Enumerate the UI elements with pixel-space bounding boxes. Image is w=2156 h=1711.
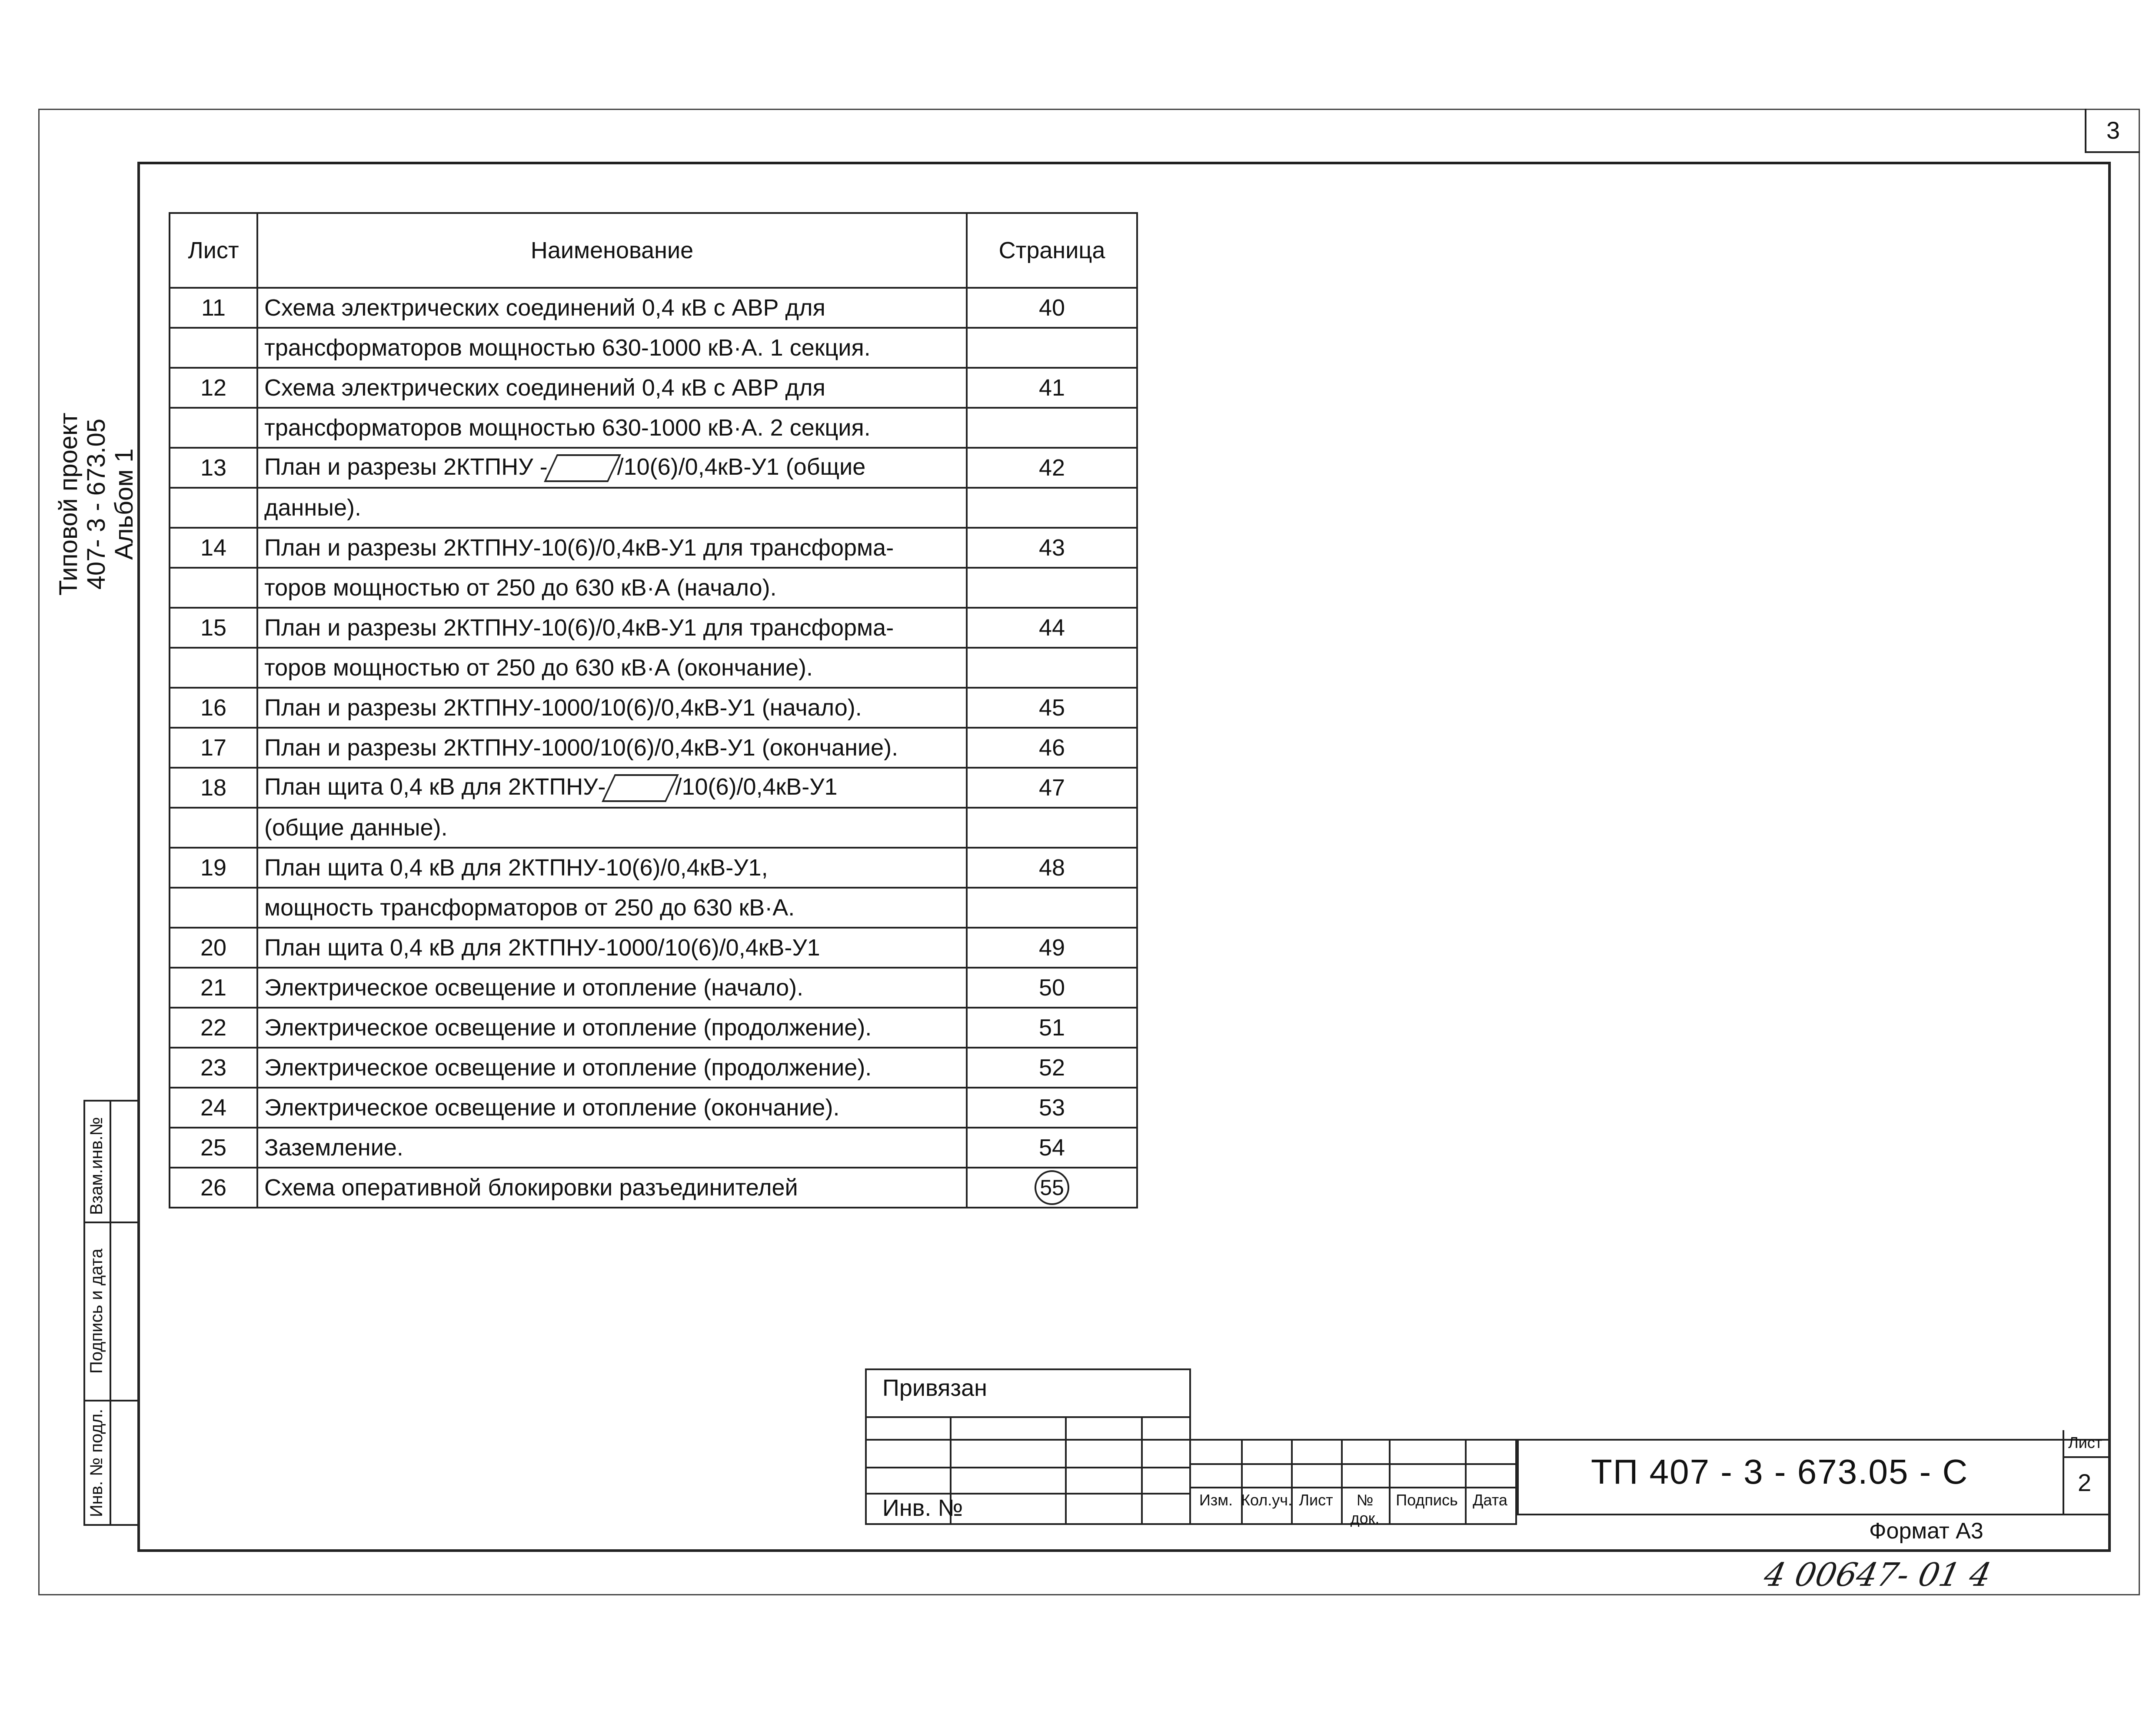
row-sheet: 22 [170,1008,257,1048]
table-row [170,288,1137,328]
row-page: 53 [967,1088,1137,1128]
stamp-line [1465,1439,1467,1525]
handwritten-inventory-number: 4 00647- 01 4 [1760,1556,1995,1594]
binding-divider [110,1100,111,1526]
table-row [170,448,1137,488]
stamp-col-doc: № док. [1350,1491,1380,1527]
privyazan-block [865,1368,1191,1525]
table-row [170,1128,1137,1168]
row-sheet [170,808,257,848]
stamp-col-signature: Подпись [1396,1491,1458,1509]
row-page: 46 [967,728,1137,768]
table-row [170,848,1137,888]
row-sheet: 18 [170,768,257,808]
row-sheet: 26 [170,1168,257,1208]
row-name: мощность трансформаторов от 250 до 630 кВ·А. [257,888,967,928]
stamp-sheet-value: 2 [2078,1469,2092,1496]
table-row [170,1008,1137,1048]
table-row [170,648,1137,688]
table-row [170,888,1137,928]
row-name: План щита 0,4 кВ для 2КТПНУ-10(6)/0,4кВ-У1, [257,848,967,888]
row-name: трансформаторов мощностью 630-1000 кВ·А. 2 секция. [257,408,967,448]
row-page [967,408,1137,448]
row-page [967,888,1137,928]
row-name: План и разрезы 2КТПНУ-10(6)/0,4кВ-У1 для трансформа- [257,528,967,568]
exchange-inv-label: Взам.инв.№ [87,1117,106,1215]
stamp-line [1191,1439,1517,1441]
row-name: Заземление. [257,1128,967,1168]
row-sheet: 23 [170,1048,257,1088]
row-name: Электрическое освещение и отопление (окончание). [257,1088,967,1128]
row-page [967,568,1137,608]
row-sheet: 21 [170,968,257,1008]
blank-power-box [544,454,621,482]
stamp-line [1291,1439,1293,1525]
row-page: 54 [967,1128,1137,1168]
row-name [257,448,967,488]
row-page: 41 [967,368,1137,408]
row-sheet: 19 [170,848,257,888]
row-page [967,328,1137,368]
row-name: торов мощностью от 250 до 630 кВ·А (окончание). [257,648,967,688]
binding-row-divider [83,1400,140,1401]
row-name: торов мощностью от 250 до 630 кВ·А (начало). [257,568,967,608]
table-row [170,808,1137,848]
stamp-sheet-line [2063,1456,2111,1458]
table-row [170,488,1137,528]
stamp-bottom-line [1517,1514,2111,1515]
row-page [967,648,1137,688]
row-sheet: 24 [170,1088,257,1128]
row-page: 40 [967,288,1137,328]
row-page: 48 [967,848,1137,888]
stamp-line [1389,1439,1391,1525]
header-name: Наименование [257,213,967,288]
side-title-line2: 407- 3 - 673.05 [82,418,110,590]
row-page: 47 [967,768,1137,808]
stamp-sheet-label: Лист [2068,1434,2103,1451]
row-sheet [170,568,257,608]
row-sheet: 13 [170,448,257,488]
row-sheet [170,888,257,928]
stamp-col-date: Дата [1473,1491,1507,1509]
row-page: 44 [967,608,1137,648]
row-page [967,808,1137,848]
row-sheet: 20 [170,928,257,968]
table-row [170,928,1137,968]
row-name: Электрическое освещение и отопление (продолжение). [257,1048,967,1088]
row-page: 42 [967,448,1137,488]
row-sheet: 25 [170,1128,257,1168]
contents-table [169,212,1138,1208]
stamp-col-count: Кол.уч. [1241,1491,1292,1509]
row-name: План и разрезы 2КТПНУ-1000/10(6)/0,4кВ-У1 (окончание). [257,728,967,768]
row-name-after: /10(6)/0,4кВ-У1 [675,773,838,800]
row-name: Схема оперативной блокировки разъединителей [257,1168,967,1208]
table-row [170,688,1137,728]
row-sheet [170,488,257,528]
table-row [170,528,1137,568]
row-sheet [170,328,257,368]
row-name-before: План и разрезы 2КТПНУ - [264,453,548,480]
sign-date-label: Подпись и дата [87,1248,106,1374]
table-row [170,1048,1137,1088]
page-number: 3 [2085,109,2140,153]
row-name: Схема электрических соединений 0,4 кВ с АВР для [257,368,967,408]
row-name: Электрическое освещение и отопление (продолжение). [257,1008,967,1048]
format-label: Формат А3 [1869,1518,1983,1544]
row-sheet: 14 [170,528,257,568]
document-code: ТП 407 - 3 - 673.05 - С [1591,1452,1969,1491]
row-page: 52 [967,1048,1137,1088]
stamp-line [1191,1487,1517,1488]
row-page: 45 [967,688,1137,728]
stamp-line [1241,1439,1243,1525]
row-name [257,768,967,808]
stamp-top-line [1517,1439,2111,1441]
stamp-line [1191,1463,1517,1465]
table-row [170,608,1137,648]
row-name-before: План щита 0,4 кВ для 2КТПНУ- [264,773,606,800]
table-row [170,408,1137,448]
stamp-sheet-divider [2063,1430,2064,1515]
row-name: Электрическое освещение и отопление (начало). [257,968,967,1008]
table-row [170,968,1137,1008]
header-page: Страница [967,213,1137,288]
table-row [170,568,1137,608]
row-page: 50 [967,968,1137,1008]
privyazan-col-divider [1065,1416,1067,1525]
stamp-col-sheet: Лист [1299,1491,1333,1509]
row-sheet [170,648,257,688]
table-row [170,328,1137,368]
row-name: План щита 0,4 кВ для 2КТПНУ-1000/10(6)/0,4кВ-У1 [257,928,967,968]
row-name: трансформаторов мощностью 630-1000 кВ·А. 1 секция. [257,328,967,368]
row-name: Схема электрических соединений 0,4 кВ с АВР для [257,288,967,328]
side-project-title [55,413,138,596]
row-sheet: 11 [170,288,257,328]
row-name: (общие данные). [257,808,967,848]
header-sheet: Лист [170,213,257,288]
table-row [170,1088,1137,1128]
table-row [170,728,1137,768]
privyazan-col-divider [1141,1416,1143,1525]
row-page [967,488,1137,528]
side-title-line1: Типовой проект [54,413,83,596]
circled-page-number: 55 [1035,1170,1069,1205]
binding-row-divider [83,1222,140,1223]
table-row [170,768,1137,808]
row-sheet: 12 [170,368,257,408]
row-name: План и разрезы 2КТПНУ-1000/10(6)/0,4кВ-У1 (начало). [257,688,967,728]
blank-power-box [602,774,679,802]
row-page [967,1168,1137,1208]
stamp-change-grid [1191,1439,1517,1525]
row-sheet: 16 [170,688,257,728]
side-title-line3: Альбом 1 [110,448,138,560]
row-name: данные). [257,488,967,528]
stamp-col-change: Изм. [1199,1491,1233,1509]
binding-strip [83,1100,140,1526]
row-name: План и разрезы 2КТПНУ-10(6)/0,4кВ-У1 для трансформа- [257,608,967,648]
row-sheet: 15 [170,608,257,648]
privyazan-title: Привязан [882,1375,987,1401]
row-name-after: /10(6)/0,4кВ-У1 (общие [617,453,866,480]
stamp-left-line [1517,1439,1519,1515]
row-sheet: 17 [170,728,257,768]
row-sheet [170,408,257,448]
table-row [170,368,1137,408]
row-page: 51 [967,1008,1137,1048]
row-page: 49 [967,928,1137,968]
inv-original-label: Инв. № подл. [87,1408,106,1517]
inv-number-label: Инв. № [882,1495,963,1521]
row-page: 43 [967,528,1137,568]
table-row [170,1168,1137,1208]
table-header-row [170,213,1137,288]
